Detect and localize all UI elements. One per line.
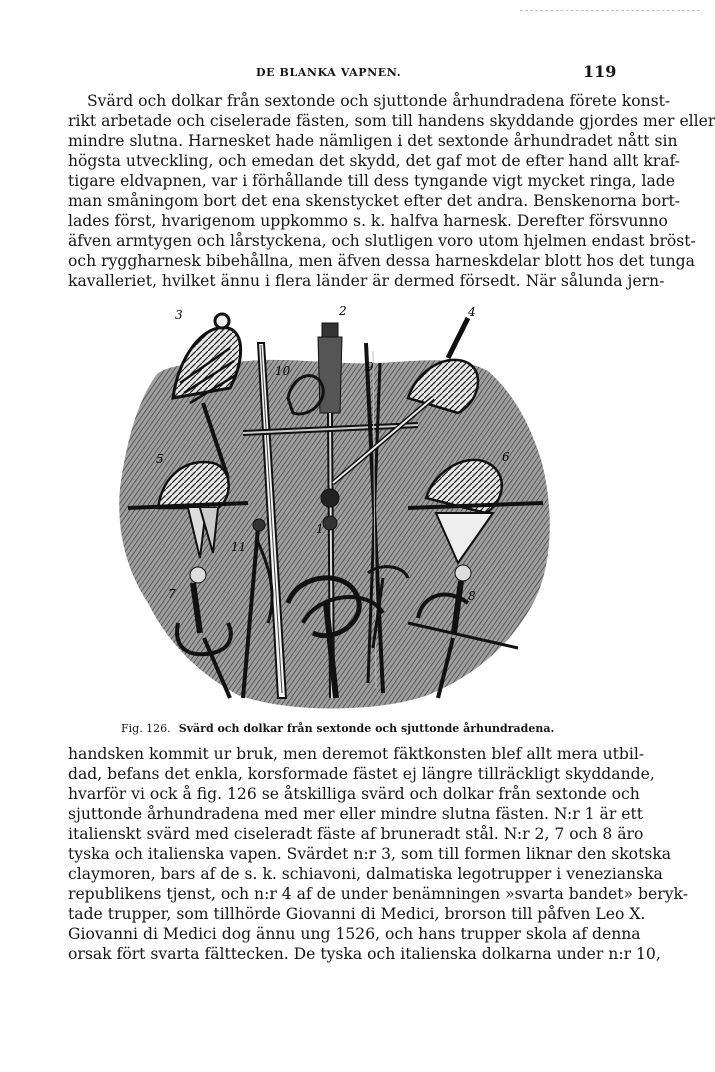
text-line: dad, befans det enkla, korsformade fästet ej längre tillräckligt skyddande, <box>68 765 655 783</box>
text-line: Giovanni di Medici dog ännu ung 1526, och hans trupper skola af denna <box>68 925 641 943</box>
text-line: sjuttonde århundradena med mer eller mindre slutna fästen. N:r 1 är ett <box>68 805 644 823</box>
text-line: mindre slutna. Harnesket hade nämligen i det sextonde århundradet nått sin <box>68 132 678 150</box>
text-line: orsak fört svarta fälttecken. De tyska och italienska dolkarna under n:r 10, <box>68 945 661 963</box>
text-line: italienskt svärd med ciseleradt fäste af bruneradt stål. N:r 2, 7 och 8 äro <box>68 825 644 843</box>
figure-label-9: 9 <box>366 360 374 374</box>
text-line: kavalleriet, hvilket ännu i flera länder är dermed försedt. När sålunda jern- <box>68 272 665 290</box>
page-number: 119 <box>583 62 617 81</box>
text-line: och ryggharnesk bibehållna, men äfven dessa harneskdelar blott hos det tunga <box>68 252 695 270</box>
text-line: tade trupper, som tillhörde Giovanni di Medici, brorson till påfven Leo X. <box>68 905 646 923</box>
figure-label-11: 11 <box>231 540 247 554</box>
text-line: hvarför vi ock å fig. 126 se åtskilliga svärd och dolkar från sextonde och <box>68 785 640 803</box>
figure-label-1: 1 <box>316 522 324 536</box>
figure-label-3: 3 <box>175 308 183 322</box>
figure-caption-text: Svärd och dolkar från sextonde och sjuttonde århundradena. <box>178 722 555 735</box>
text-line: tyska och italienska vapen. Svärdet n:r 3, som till formen liknar den skotska <box>68 845 672 863</box>
text-line: man småningom bort det ena skenstycket efter det andra. Benskenorna bort- <box>68 192 681 210</box>
text-line: claymoren, bars af de s. k. schiavoni, dalmatiska legotrupper i venezianska <box>68 865 663 883</box>
figure-label-2: 2 <box>339 304 347 318</box>
text-line: handsken kommit ur bruk, men deremot fäktkonsten blef allt mera utbil- <box>68 745 645 763</box>
text-line: republikens tjenst, och n:r 4 af de under benämningen »svarta bandet» beryk- <box>68 885 688 903</box>
paragraph-top <box>68 91 715 291</box>
text-line: högsta utveckling, och emedan det skydd, det gaf mot de efter hand allt kraf- <box>68 152 681 170</box>
running-head: DE BLANKA VAPNEN. <box>256 66 402 79</box>
figure-label-7: 7 <box>168 587 176 601</box>
figure-label-6: 6 <box>502 450 510 464</box>
figure-label-8: 8 <box>468 589 476 603</box>
text-line: äfven armtygen och lårstyckena, och slutligen voro utom hjelmen endast bröst- <box>68 232 696 250</box>
paragraph-bottom <box>68 744 688 964</box>
swords-engraving <box>118 303 554 713</box>
figure-caption-label: Fig. 126. <box>121 722 171 735</box>
figure-label-5: 5 <box>156 452 164 466</box>
text-line: lades först, hvarigenom uppkommo s. k. halfva harnesk. Derefter försvunno <box>68 212 668 230</box>
text-line: Svärd och dolkar från sextonde och sjuttonde århundradena förete konst- <box>87 92 671 110</box>
figure-label-4: 4 <box>468 305 476 319</box>
scan-edge-line <box>520 10 700 11</box>
text-line: rikt arbetade och ciselerade fästen, som till handens skyddande gjordes mer eller <box>68 112 715 130</box>
figure-label-10: 10 <box>275 364 291 378</box>
text-line: tigare eldvapnen, var i förhållande till dess tyngande vigt mycket ringa, lade <box>68 172 675 190</box>
figure-caption <box>121 722 555 735</box>
